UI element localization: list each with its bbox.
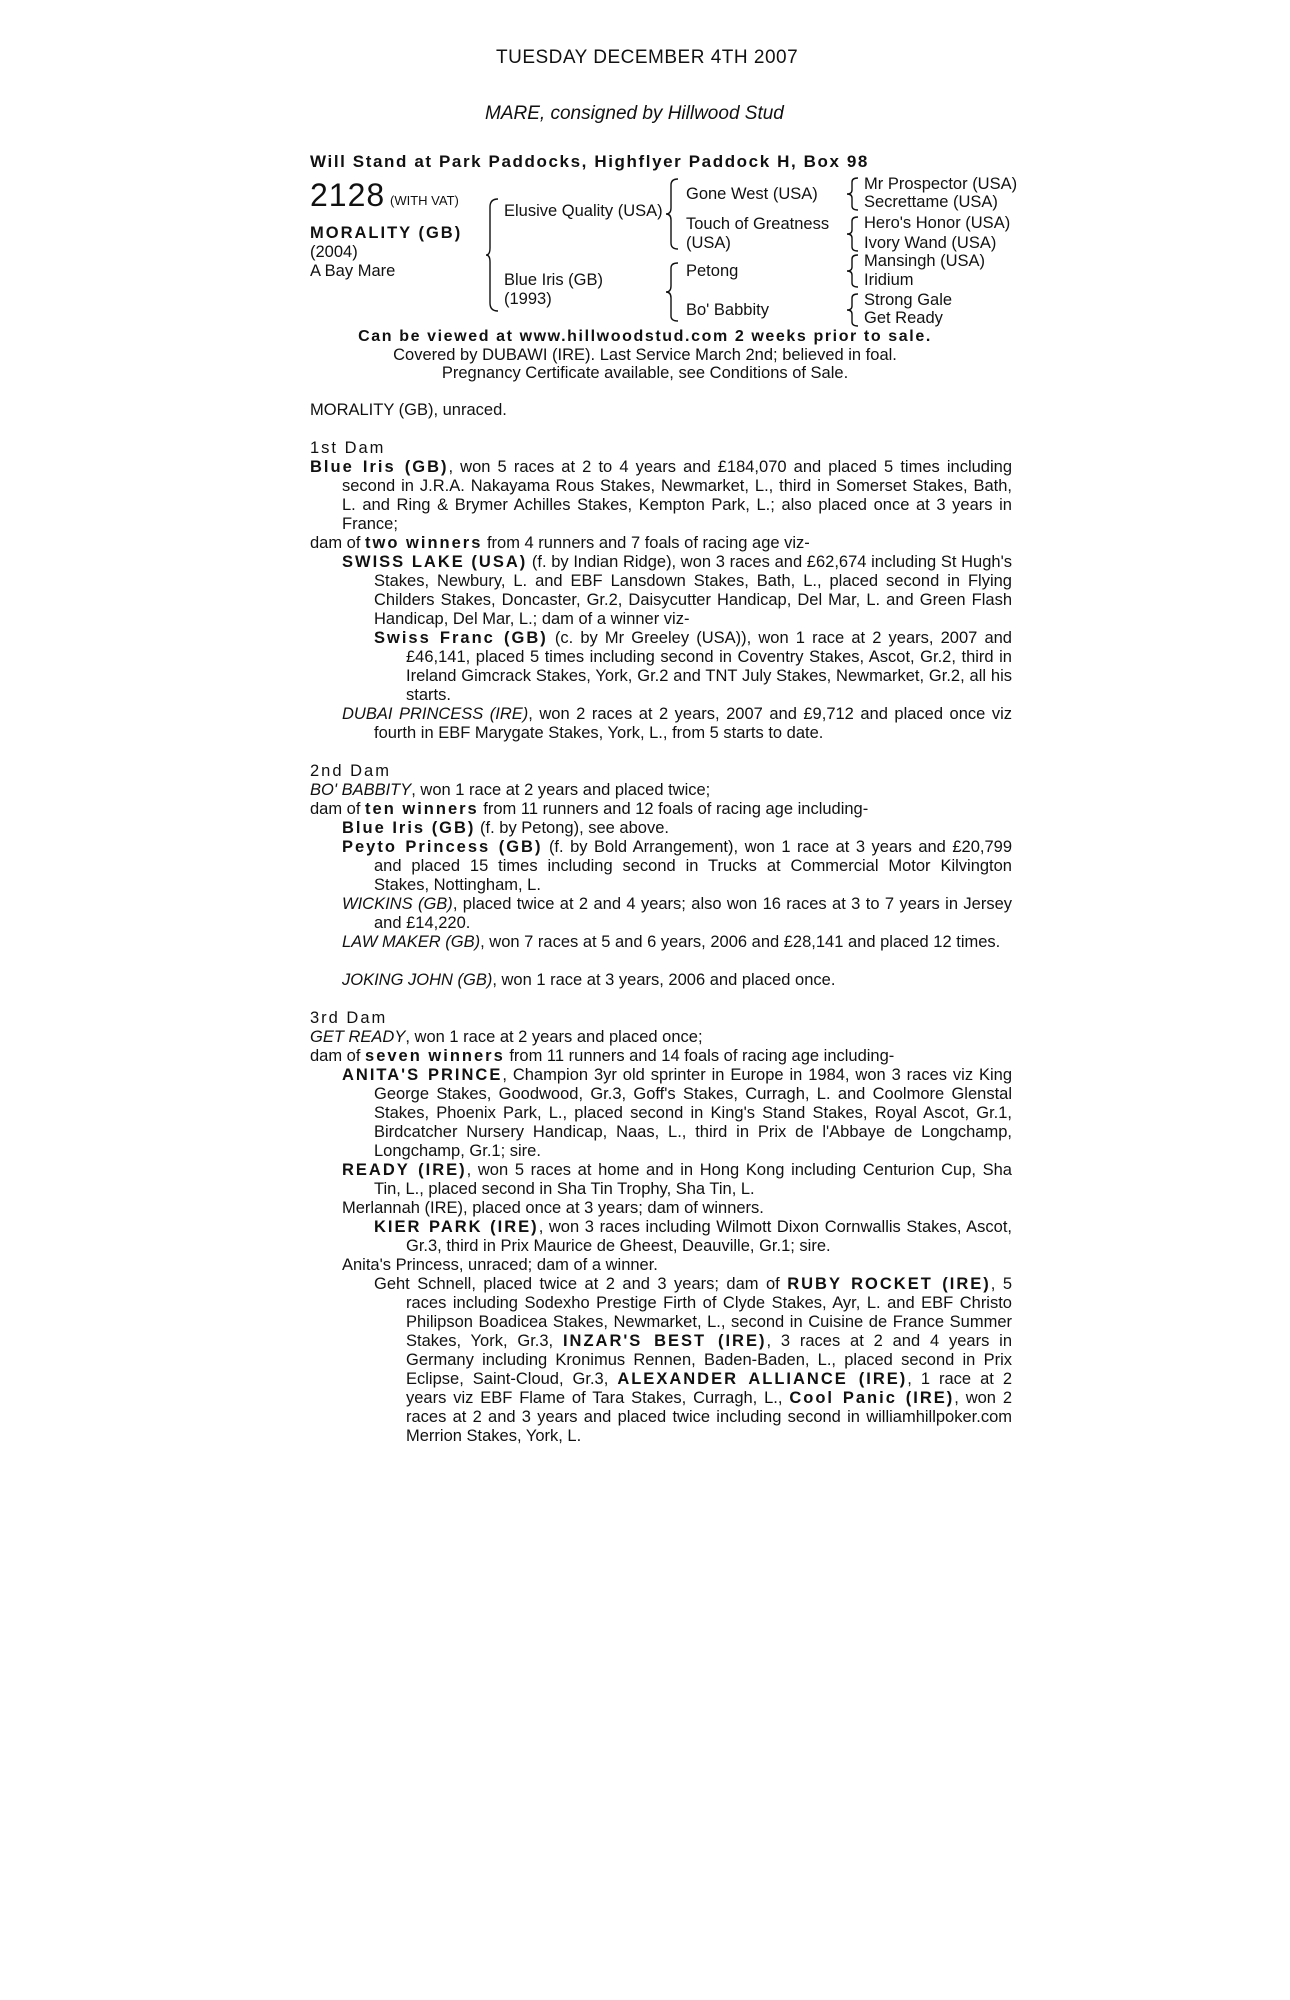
produce-text: (c. by Mr Greeley (USA)), won 1 race at 2 years, 2007 and £46,141, placed 5 times including second in Coventry Stakes, Ascot, Gr.2, third in Ireland Gimcrack Stakes, York, Gr.2 and TNT July Stakes, Newmarket, Gr.2, all his starts. xyxy=(406,629,1012,704)
produce-text: (f. by Petong), see above. xyxy=(475,819,669,837)
dam2-record xyxy=(310,781,980,800)
dam3-summary-pre: dam of xyxy=(310,1047,366,1065)
pedigree-sire: Elusive Quality (USA) xyxy=(504,202,663,220)
dam2-produce-2 xyxy=(342,838,1012,895)
dam1-produce-1 xyxy=(342,553,1012,629)
pedigree-dds: Strong Gale xyxy=(864,291,953,309)
produce-name: READY (IRE) xyxy=(342,1161,467,1179)
produce-name: Blue Iris (GB) xyxy=(342,819,476,837)
dam2-summary-bold: ten winners xyxy=(365,800,479,818)
dam3-text: , won 1 race at 2 years and placed once; xyxy=(405,1028,703,1046)
produce-name: Peyto Princess (GB) xyxy=(342,838,543,856)
brace-ds-icon xyxy=(846,254,860,288)
dam3-name: GET READY xyxy=(310,1028,406,1046)
produce-name: SWISS LAKE (USA) xyxy=(342,553,528,571)
brace-sd-icon xyxy=(846,216,860,252)
dam3-produce-3: Merlannah (IRE), placed once at 3 years; dam of winners. xyxy=(342,1199,764,1217)
dam1-text: , won 5 races at 2 to 4 years and £184,070 and placed 5 times including second in J.R.A. Nakayama Rous Stakes, Newmarket, L., third in Somerset Stakes, Bath, L. and Ring & Brymer Achilles Stakes, Kempton Park, L.; also placed once at 3 years in France; xyxy=(342,458,1012,533)
produce-name: LAW MAKER (GB) xyxy=(342,933,481,951)
pedigree-dam-year: (1993) xyxy=(504,290,552,308)
dam2-summary-post: from 11 runners and 12 foals of racing age including- xyxy=(478,800,869,818)
produce-text: , won 2 races at 2 years, 2007 and £9,712 and placed once viz fourth in EBF Marygate Stakes, York, L., from 5 starts to date. xyxy=(374,705,1012,742)
dam3-record xyxy=(310,1028,980,1047)
produce-name: DUBAI PRINCESS (IRE) xyxy=(342,705,529,723)
dam3-produce-summary xyxy=(310,1047,980,1066)
dam2-produce-5 xyxy=(342,971,1012,990)
produce-text: , Champion 3yr old sprinter in Europe in 1984, won 3 races viz King George Stakes, Goodwood, Gr.3, Goff's Stakes, Curragh, L. and Coolmore Glenstal Stakes, Phoenix Park, L., placed second in King's Stand Stakes, Royal Ascot, Gr.1, Birdcatcher Nursery Handicap, Naas, L., third in Prix de l'Abbaye de Longchamp, Longchamp, Gr.1; sire. xyxy=(374,1066,1012,1160)
sale-date: TUESDAY DECEMBER 4TH 2007 xyxy=(496,47,799,68)
produce-text: Geht Schnell, placed twice at 2 and 3 years; dam of xyxy=(374,1275,788,1293)
dam3-heading: 3rd Dam xyxy=(310,1009,388,1027)
dam1-produce-2 xyxy=(342,705,1012,743)
dam2-produce-1 xyxy=(342,819,1012,838)
dam2-text: , won 1 race at 2 years and placed twice; xyxy=(411,781,711,799)
dam1-summary-pre: dam of xyxy=(310,534,366,552)
dam1-heading: 1st Dam xyxy=(310,439,386,457)
unraced-line: MORALITY (GB), unraced. xyxy=(310,401,507,419)
dam3-produce-1 xyxy=(342,1066,1012,1161)
dam3-summary-bold: seven winners xyxy=(365,1047,505,1065)
dam3-produce-2 xyxy=(342,1161,1012,1199)
dam3-summary-post: from 11 runners and 14 foals of racing age including- xyxy=(504,1047,895,1065)
horse-description: A Bay Mare xyxy=(310,262,396,280)
produce-name: JOKING JOHN (GB) xyxy=(342,971,493,989)
dam2-heading: 2nd Dam xyxy=(310,762,391,780)
dam3-produce-4: Anita's Princess, unraced; dam of a winner. xyxy=(342,1256,658,1274)
pedigree-sdd: Ivory Wand (USA) xyxy=(864,234,997,252)
pregnancy-note: Pregnancy Certificate available, see Conditions of Sale. xyxy=(441,364,849,382)
pedigree-sds: Hero's Honor (USA) xyxy=(864,214,1011,232)
covered-note: Covered by DUBAWI (IRE). Last Service March 2nd; believed in foal. xyxy=(393,346,897,364)
dam2-summary-pre: dam of xyxy=(310,800,366,818)
pedigree-ddd: Get Ready xyxy=(864,309,943,327)
dam1-summary-post: from 4 runners and 7 foals of racing age viz- xyxy=(482,534,810,552)
produce-text: , won 3 races including Wilmott Dixon Cornwallis Stakes, Ascot, Gr.3, third in Prix Maurice de Gheest, Deauville, Gr.1; sire. xyxy=(406,1218,1012,1255)
dam2-name: BO' BABBITY xyxy=(310,781,412,799)
pedigree-dss: Mansingh (USA) xyxy=(864,252,986,270)
brace-sire-icon xyxy=(666,178,680,250)
produce-name: INZAR'S BEST (IRE) xyxy=(562,1332,767,1350)
pedigree-dam-dam: Bo' Babbity xyxy=(686,301,769,319)
pedigree-sire-sire: Gone West (USA) xyxy=(686,185,818,203)
brace-ss-icon xyxy=(846,177,860,211)
produce-text: , placed twice at 2 and 4 years; also won 16 races at 3 to 7 years in Jersey and £14,220. xyxy=(374,895,1013,932)
dam3-produce-4-foal xyxy=(374,1275,1012,1446)
produce-name: Cool Panic (IRE) xyxy=(789,1389,955,1407)
pedigree-dam: Blue Iris (GB) xyxy=(504,271,604,289)
pedigree-dsd: Iridium xyxy=(864,271,914,289)
pedigree-sss: Mr Prospector (USA) xyxy=(864,175,1018,193)
pedigree-sire-dam: Touch of Greatness xyxy=(686,215,830,233)
produce-name: RUBY ROCKET (IRE) xyxy=(787,1275,991,1293)
produce-text: , 1 race at 2 years viz EBF Flame of Tara Stakes, Curragh, L., xyxy=(406,1370,1013,1407)
produce-name: ALEXANDER ALLIANCE (IRE) xyxy=(617,1370,908,1388)
produce-text: , won 2 races at 2 and 3 years and placed twice including second in williamhillpoker.com Merrion Stakes, York, L. xyxy=(406,1389,1013,1445)
dam1-produce-summary xyxy=(310,534,980,553)
produce-text: , won 1 race at 3 years, 2006 and placed once. xyxy=(492,971,836,989)
stand-location: Will Stand at Park Paddocks, Highflyer Paddock H, Box 98 xyxy=(310,152,869,171)
dam1-produce-1-foal xyxy=(374,629,1012,705)
pedigree-dam-sire: Petong xyxy=(686,262,739,280)
consignment-line: MARE, consigned by Hillwood Stud xyxy=(485,103,784,124)
dam1-summary-bold: two winners xyxy=(365,534,483,552)
brace-left-icon xyxy=(486,198,500,312)
dam1-record xyxy=(310,458,1012,534)
produce-text: (f. by Bold Arrangement), won 1 race at 3 years and £20,799 and placed 15 times including second in Trucks at Commercial Motor Kilvington Stakes, Nottingham, L. xyxy=(374,838,1012,894)
horse-name: MORALITY (GB) xyxy=(310,224,463,242)
pedigree-sire-dam-suffix: (USA) xyxy=(686,234,731,252)
horse-year: (2004) xyxy=(310,243,358,261)
produce-name: KIER PARK (IRE) xyxy=(374,1218,539,1236)
produce-text: , 5 races including Sodexho Prestige Firth of Clyde Stakes, Ayr, L. and EBF Christo Philipson Boadicea Stakes, Newmarket, L., second in Cuisine de France Summer Stakes, York, Gr.3, xyxy=(406,1275,1012,1350)
lot-number: 2128 xyxy=(310,177,386,213)
pedigree-ssd: Secrettame (USA) xyxy=(864,193,998,211)
produce-name: WICKINS (GB) xyxy=(342,895,453,913)
viewing-note: Can be viewed at www.hillwoodstud.com 2 weeks prior to sale. xyxy=(358,328,932,345)
dam1-name: Blue Iris (GB) xyxy=(310,458,449,476)
dam2-produce-summary xyxy=(310,800,980,819)
brace-dd-icon xyxy=(846,293,860,327)
dam2-produce-4 xyxy=(342,933,1012,952)
dam3-produce-3-foal xyxy=(374,1218,1012,1256)
vat-note: (WITH VAT) xyxy=(390,193,459,208)
produce-text: , 3 races at 2 and 4 years in Germany including Kronimus Rennen, Baden-Baden, L., placed second in Prix Eclipse, Saint-Cloud, Gr.3, xyxy=(406,1332,1012,1388)
produce-name: Swiss Franc (GB) xyxy=(374,629,548,647)
produce-text: , won 5 races at home and in Hong Kong including Centurion Cup, Sha Tin, L., placed second in Sha Tin Trophy, Sha Tin, L. xyxy=(374,1161,1012,1198)
produce-name: ANITA'S PRINCE xyxy=(342,1066,503,1084)
produce-text: , won 7 races at 5 and 6 years, 2006 and £28,141 and placed 12 times. xyxy=(480,933,1001,951)
produce-text: (f. by Indian Ridge), won 3 races and £62,674 including St Hugh's Stakes, Newbury, L. and EBF Lansdown Stakes, Bath, L., placed second in Flying Childers Stakes, Doncaster, Gr.2, Daisycutter Handicap, Del Mar, L. and Green Flash Handicap, Del Mar, L.; dam of a winner viz- xyxy=(374,553,1012,628)
dam2-produce-3 xyxy=(342,895,1012,933)
brace-dam-icon xyxy=(666,262,680,322)
